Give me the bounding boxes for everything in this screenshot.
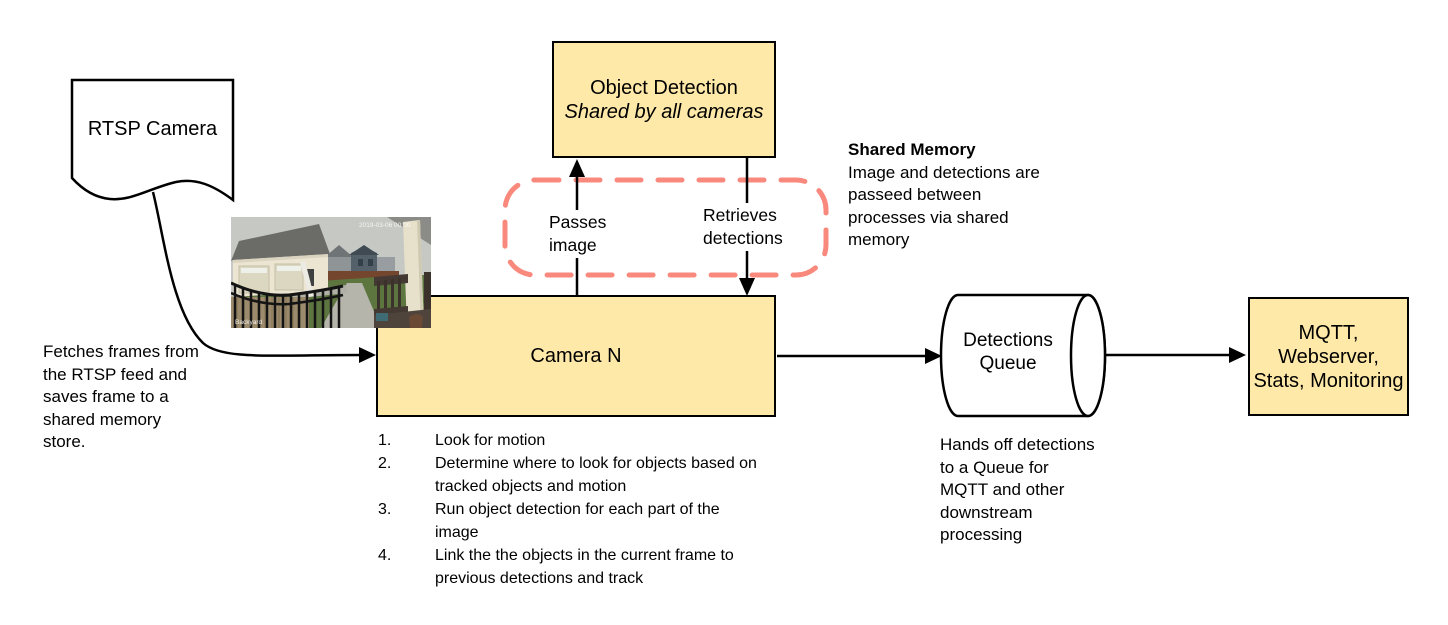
fetch-note	[43, 341, 233, 454]
label-line: Detections	[963, 330, 1053, 351]
detections-queue-label	[946, 329, 1070, 375]
shared-memory-title: Shared Memory	[848, 140, 976, 159]
step-number: 3.	[378, 501, 392, 518]
arrowhead	[1229, 347, 1246, 363]
note-line: downstream	[940, 502, 1033, 522]
step-number: 2.	[378, 455, 392, 472]
note-line: the RTSP feed and	[43, 364, 187, 384]
step-number: 4.	[378, 547, 392, 564]
label-line: image	[549, 235, 597, 255]
note-line: Image and detections are	[848, 162, 1040, 182]
label-line: detections	[703, 228, 783, 248]
note-line: saves frame to a	[43, 387, 169, 406]
label-line: Retrieves	[703, 205, 777, 225]
arrowhead	[925, 348, 942, 364]
camera-snapshot-image	[231, 217, 431, 328]
snapshot-location-label: Backyard	[235, 319, 263, 326]
note-line: processing	[940, 525, 1023, 544]
step-text: Look for motion	[435, 432, 546, 449]
step-number: 1.	[378, 432, 392, 449]
list-item	[378, 544, 760, 590]
note-line: Hands off detections	[940, 435, 1095, 454]
step-text: Link the the objects in the current frame to previous detections and track	[435, 547, 734, 587]
note-line: to a Queue for	[940, 457, 1049, 477]
note-line: Fetches frames from	[43, 342, 199, 361]
connector-queue-to-mqtt	[1106, 347, 1246, 363]
object-detection-subtitle: Shared by all cameras	[564, 100, 764, 123]
list-item	[378, 452, 760, 498]
queue-note	[940, 434, 1125, 547]
list-item	[378, 429, 760, 452]
note-line: shared memory	[43, 409, 162, 429]
note-line: MQTT and other	[940, 480, 1065, 499]
rtsp-camera-label: RTSP Camera	[87, 118, 218, 140]
arrowhead	[359, 347, 376, 363]
camera-n-node	[376, 295, 776, 417]
camera-n-label: Camera N	[530, 345, 622, 367]
list-item	[378, 498, 760, 544]
arrowhead	[739, 278, 755, 296]
note-line: memory	[848, 230, 910, 249]
connector-camera-to-queue	[777, 348, 942, 364]
mqtt-label-line: MQTT, Webserver,	[1278, 321, 1379, 368]
step-text: Determine where to look for objects based on tracked objects and motion	[435, 455, 757, 495]
mqtt-label-line: Stats, Monitoring	[1253, 369, 1404, 392]
shared-memory-note	[848, 139, 1058, 252]
note-line: processes via shared	[848, 207, 1009, 227]
mqtt-webserver-node	[1248, 297, 1409, 416]
snapshot-timestamp: 2019-03-06 00:00	[359, 222, 411, 229]
passes-image-label	[546, 210, 609, 258]
label-line: Queue	[979, 353, 1037, 374]
object-detection-node	[552, 41, 776, 158]
note-line: store.	[43, 432, 86, 451]
step-text: Run object detection for each part of the image	[435, 501, 720, 541]
arrowhead	[569, 159, 585, 177]
camera-steps-list	[378, 429, 760, 590]
note-line: passeed between	[848, 185, 982, 204]
retrieves-detections-label	[700, 203, 786, 251]
object-detection-title: Object Detection	[590, 76, 738, 99]
label-line: Passes	[549, 212, 607, 232]
